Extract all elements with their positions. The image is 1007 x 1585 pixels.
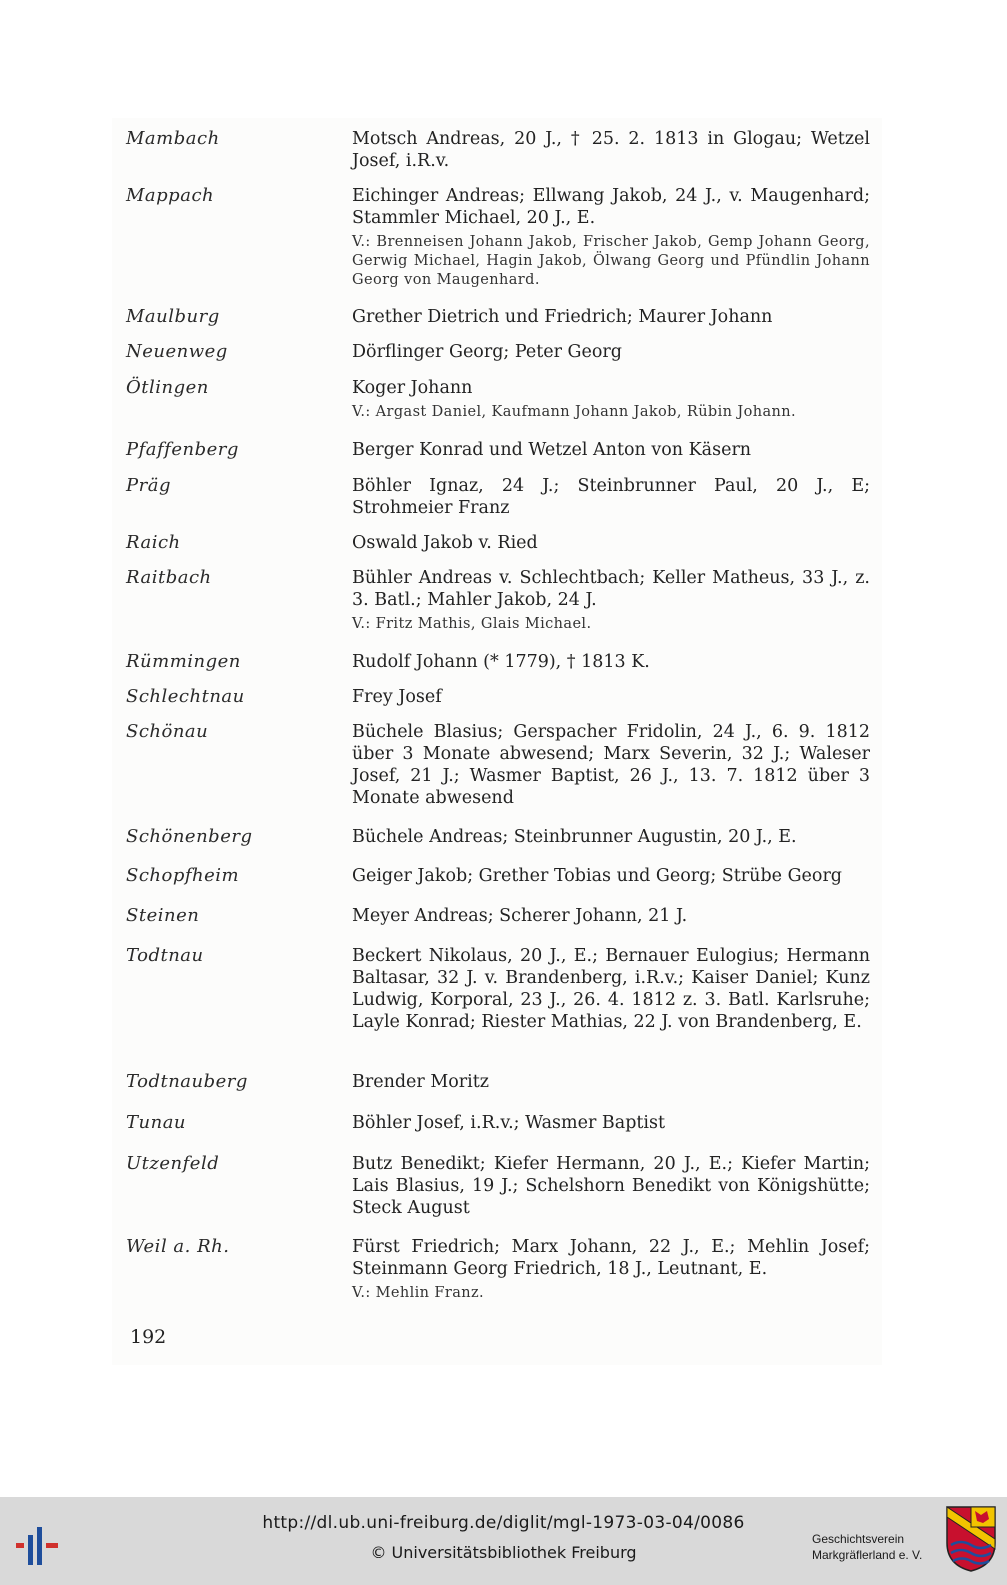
place-name: Mappach <box>126 185 215 206</box>
entry-names <box>352 1236 870 1303</box>
entry-names <box>352 826 870 848</box>
entry-names <box>352 1071 870 1093</box>
names-text: Berger Konrad und Wetzel Anton von Käsern <box>352 440 752 460</box>
society-line-2: Markgräflerland e. V. <box>812 1548 923 1562</box>
names-text: Büchele Blasius; Gerspacher Fridolin, 24 J., 6. 9. 1812 über 3 Monate abwesend; Marx Severin, 32 J.; Waleser Josef, 21 J.; Wasmer Baptist, 26 J., 13. 7. 1812 über 3 Monate abwesend <box>352 722 870 808</box>
names-text: Böhler Ignaz, 24 J.; Steinbrunner Paul, 20 J., E; Strohmeier Franz <box>352 476 870 518</box>
verschollen-note: V.: Mehlin Franz. <box>352 1285 485 1301</box>
place-name: Todtnau <box>126 945 204 966</box>
place-name: Raich <box>126 532 181 553</box>
names-text: Butz Benedikt; Kiefer Hermann, 20 J., E.; Kiefer Martin; Lais Blasius, 19 J.; Schelshorn Benedikt von Königshütte; Steck August <box>352 1154 870 1218</box>
entry-names <box>352 341 870 363</box>
society-name <box>812 1531 932 1563</box>
entry-names <box>352 651 870 673</box>
place-name: Todtnauberg <box>126 1071 248 1092</box>
names-text: Rudolf Johann (* 1779), † 1813 K. <box>352 652 650 672</box>
place-name: Neuenweg <box>126 341 228 362</box>
entry-names <box>352 128 870 172</box>
entry-names <box>352 532 870 554</box>
document-url-link[interactable]: http://dl.ub.uni-freiburg.de/diglit/mgl-1973-03-04/0086 <box>262 1513 745 1533</box>
place-name: Raitbach <box>126 567 212 588</box>
entry-names <box>352 567 870 634</box>
names-text: Geiger Jakob; Grether Tobias und Georg; Strübe Georg <box>352 866 843 886</box>
entry-names <box>352 439 870 461</box>
copyright-text: © Universitätsbibliothek Freiburg <box>370 1543 637 1562</box>
place-name: Utzenfeld <box>126 1153 220 1174</box>
names-text: Frey Josef <box>352 687 442 707</box>
names-text: Bühler Andreas v. Schlechtbach; Keller Matheus, 33 J., z. 3. Batl.; Mahler Jakob, 24 J. <box>352 568 870 610</box>
names-text: Fürst Friedrich; Marx Johann, 22 J., E.; Mehlin Josef; Steinmann Georg Friedrich, 18 J., Leutnant, E. <box>352 1237 870 1279</box>
names-text: Büchele Andreas; Steinbrunner Augustin, 20 J., E. <box>352 827 797 847</box>
entry-names <box>352 945 870 1033</box>
entry-names <box>352 377 870 422</box>
names-text: Koger Johann <box>352 378 473 398</box>
names-text: Beckert Nikolaus, 20 J., E.; Bernauer Eulogius; Hermann Baltasar, 32 J. v. Brandenberg, i.R.v.; Kaiser Daniel; Kunz Ludwig, Korporal, 23 J., 26. 4. 1812 z. 3. Batl. Karlsruhe; Layle Konrad; Riester Mathias, 22 J. von Brandenberg, E. <box>352 946 870 1032</box>
entry-names <box>352 1153 870 1219</box>
names-text: Dörflinger Georg; Peter Georg <box>352 342 622 362</box>
names-text: Motsch Andreas, 20 J., † 25. 2. 1813 in Glogau; Wetzel Josef, i.R.v. <box>352 129 870 171</box>
footer-bar <box>0 1497 1007 1585</box>
names-text: Oswald Jakob v. Ried <box>352 533 538 553</box>
place-name: Mambach <box>126 128 220 149</box>
names-text: Böhler Josef, i.R.v.; Wasmer Baptist <box>352 1113 666 1133</box>
entry-names <box>352 1112 870 1134</box>
names-text: Brender Moritz <box>352 1072 490 1092</box>
names-text: Grether Dietrich und Friedrich; Maurer Johann <box>352 307 773 327</box>
entry-names <box>352 475 870 519</box>
entry-names <box>352 721 870 809</box>
place-name: Tunau <box>126 1112 187 1133</box>
place-name: Maulburg <box>126 306 220 327</box>
entry-names <box>352 905 870 927</box>
place-name: Schönenberg <box>126 826 253 847</box>
place-name: Präg <box>126 475 171 496</box>
place-name: Schopfheim <box>126 865 240 886</box>
verschollen-note: V.: Fritz Mathis, Glais Michael. <box>352 616 592 632</box>
entry-names <box>352 306 870 328</box>
names-text: Meyer Andreas; Scherer Johann, 21 J. <box>352 906 688 926</box>
document-page <box>112 118 882 1365</box>
society-line-1: Geschichtsverein <box>812 1532 905 1546</box>
entry-names <box>352 686 870 708</box>
place-name: Rümmingen <box>126 651 241 672</box>
place-name: Steinen <box>126 905 200 926</box>
coat-of-arms-icon <box>945 1505 997 1573</box>
verschollen-note: V.: Argast Daniel, Kaufmann Johann Jakob, Rübin Johann. <box>352 404 797 420</box>
entry-names <box>352 865 870 887</box>
place-name: Schlechtnau <box>126 686 245 707</box>
place-name: Schönau <box>126 721 209 742</box>
entry-names <box>352 185 870 290</box>
verschollen-note: V.: Brenneisen Johann Jakob, Frischer Jakob, Gemp Johann Georg, Gerwig Michael, Hagin Jakob, Ölwang Georg und Pfündlin Johann Georg von Maugenhard. <box>352 234 870 288</box>
place-name: Weil a. Rh. <box>126 1236 230 1257</box>
place-name: Ötlingen <box>126 377 209 398</box>
names-text: Eichinger Andreas; Ellwang Jakob, 24 J., v. Maugenhard; Stammler Michael, 20 J., E. <box>352 186 870 228</box>
place-name: Pfaffenberg <box>126 439 239 460</box>
page-number: 192 <box>130 1326 167 1348</box>
